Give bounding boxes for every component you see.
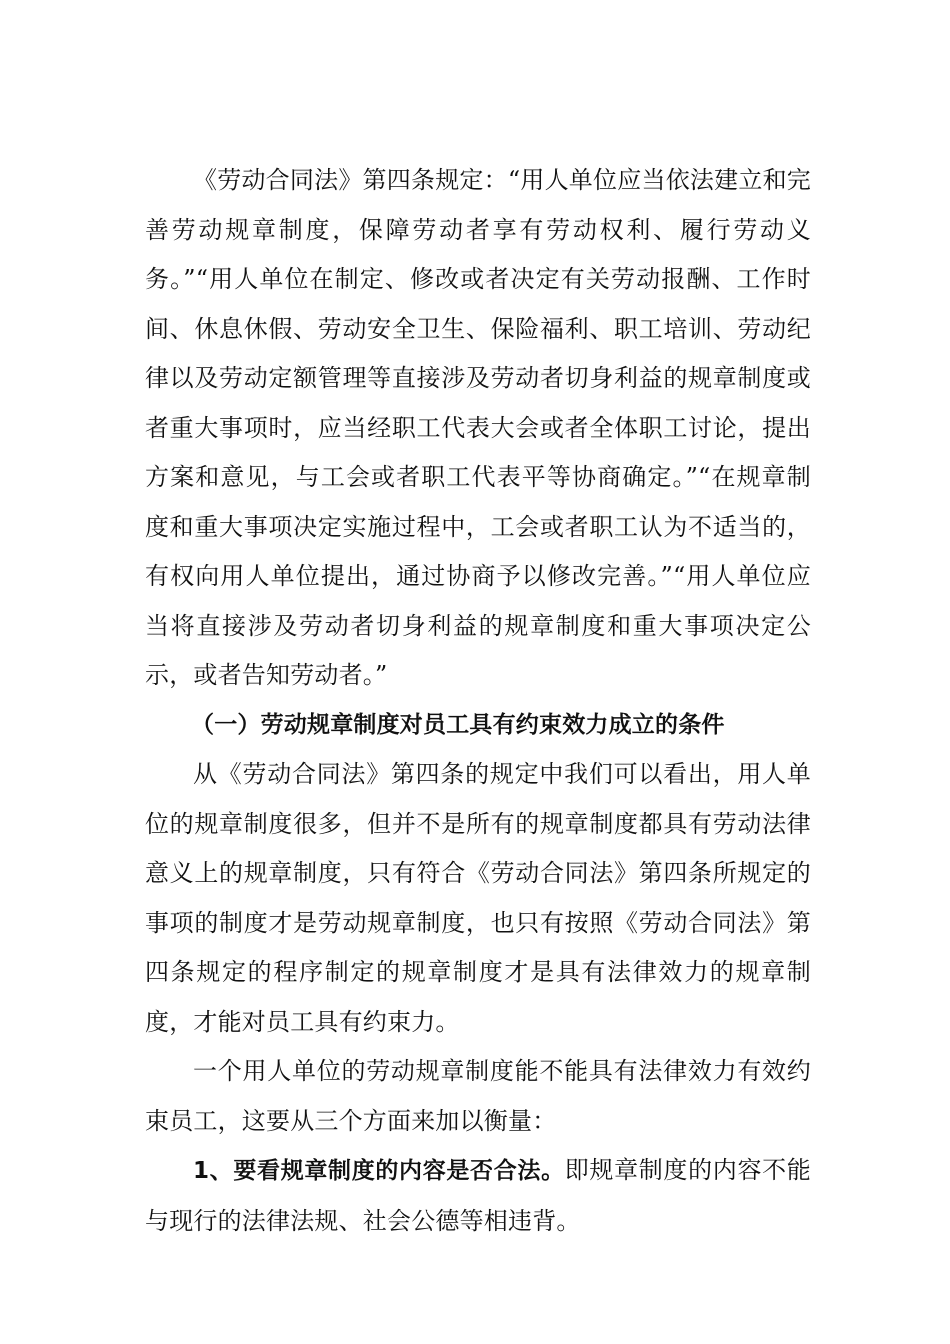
list-item-content-legality [145, 1146, 811, 1246]
document-body [145, 156, 811, 1246]
paragraph-analysis: 从《劳动合同法》第四条的规定中我们可以看出，用人单位的规章制度很多，但并不是所有的规章制度都具有劳动法律意义上的规章制度，只有符合《劳动合同法》第四条所规定的事项的制度才是劳动规章制度，也只有按照《劳动合同法》第四条规定的程序制定的规章制度才是具有法律效力的规章制度，才能对员工具有约束力。 [145, 760, 811, 1036]
section-heading: （一）劳动规章制度对员工具有约束效力成立的条件 [191, 711, 725, 738]
list-item-title: 1、要看规章制度的内容是否合法。 [193, 1158, 565, 1184]
paragraph-three-aspects: 一个用人单位的劳动规章制度能不能具有法律效力有效约束员工，这要从三个方面来加以衡量： [145, 1057, 811, 1135]
list-item-text: 即规章制度的内容不能与现行的法律法规、社会公德等相违背。 [145, 1156, 811, 1235]
paragraph-article-four: 《劳动合同法》第四条规定：“用人单位应当依法建立和完善劳动规章制度，保障劳动者享有劳动权利、履行劳动义务。”“用人单位在制定、修改或者决定有关劳动报酬、工作时间、休息休假、劳动安全卫生、保险福利、职工培训、劳动纪律以及劳动定额管理等直接涉及劳动者切身利益的规章制度或者重大事项时，应当经职工代表大会或者全体职工讨论，提出方案和意见，与工会或者职工代表平等协商确定。”“在规章制度和重大事项决定实施过程中，工会或者职工认为不适当的，有权向用人单位提出，通过协商予以修改完善。”“用人单位应当将直接涉及劳动者切身利益的规章制度和重大事项决定公示，或者告知劳动者。” [145, 166, 811, 689]
